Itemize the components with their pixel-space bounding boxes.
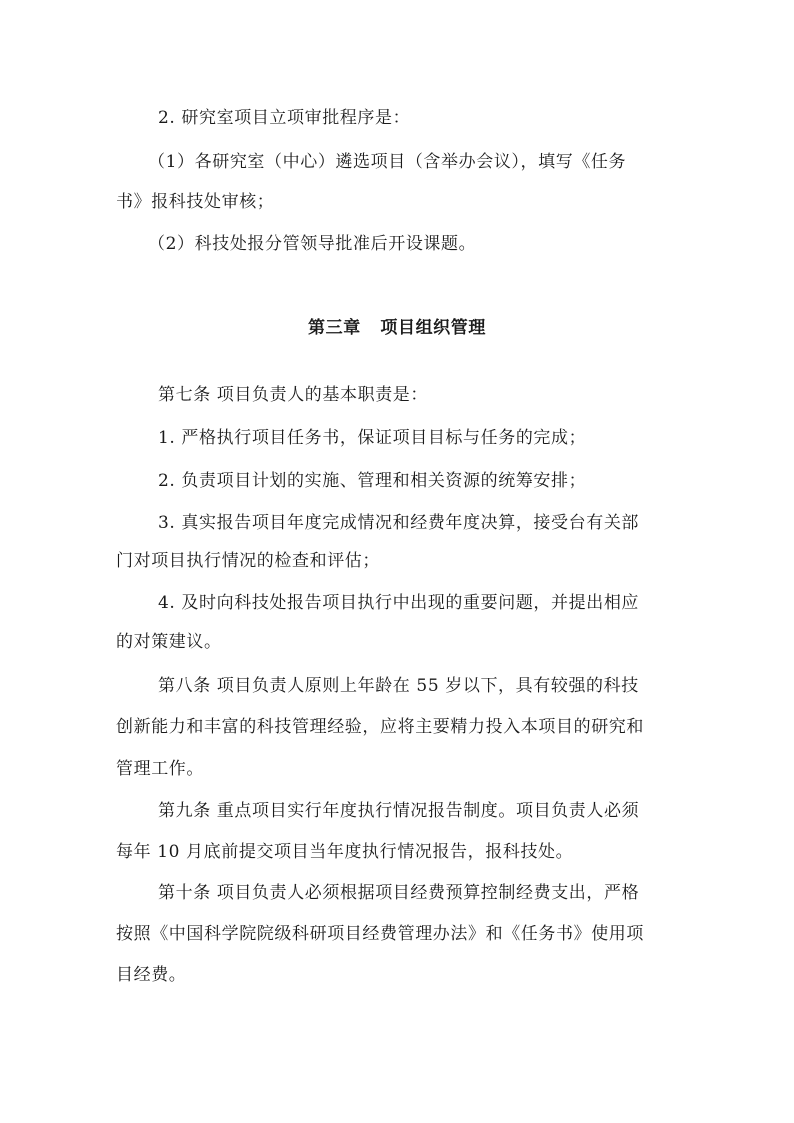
- article8-line3: 管理工作。: [116, 759, 204, 779]
- article8-line1: 第八条 项目负责人原则上年龄在 55 岁以下，具有较强的科技: [158, 676, 639, 696]
- article7-title: 第七条 项目负责人的基本职责是：: [158, 385, 429, 405]
- article9-line1: 第九条 重点项目实行年度执行情况报告制度。项目负责人必须: [158, 801, 640, 821]
- article7-duty4-line2: 的对策建议。: [116, 632, 222, 652]
- article9-line2: 每年 10 月底前提交项目当年度执行情况报告，报科技处。: [116, 842, 574, 862]
- chapter-title: 第三章 项目组织管理: [308, 318, 486, 338]
- item2-title: 2. 研究室项目立项审批程序是：: [158, 108, 411, 128]
- article7-duty3-line2: 门对项目执行情况的检查和评估；: [116, 551, 380, 571]
- article7-duty2: 2. 负责项目计划的实施、管理和相关资源的统筹安排；: [158, 471, 587, 491]
- article7-duty3-line1: 3. 真实报告项目年度完成情况和经费年度决算，接受台有关部: [158, 513, 640, 533]
- article10-line1: 第十条 项目负责人必须根据项目经费预算控制经费支出，严格: [158, 883, 640, 903]
- article7-duty4-line1: 4. 及时向科技处报告项目执行中出现的重要问题，并提出相应: [158, 593, 640, 613]
- item2-sub1-line2: 书》报科技处审核；: [116, 192, 275, 212]
- article10-line2: 按照《中国科学院院级科研项目经费管理办法》和《任务书》使用项: [116, 924, 644, 944]
- item2-sub2: （2）科技处报分管领导批准后开设课题。: [148, 234, 477, 254]
- item2-sub1-line1: （1）各研究室（中心）遴选项目（含举办会议），填写《任务: [148, 152, 627, 172]
- article10-line3: 目经费。: [116, 965, 187, 985]
- article8-line2: 创新能力和丰富的科技管理经验，应将主要精力投入本项目的研究和: [116, 717, 644, 737]
- article7-duty1: 1. 严格执行项目任务书，保证项目目标与任务的完成；: [158, 428, 587, 448]
